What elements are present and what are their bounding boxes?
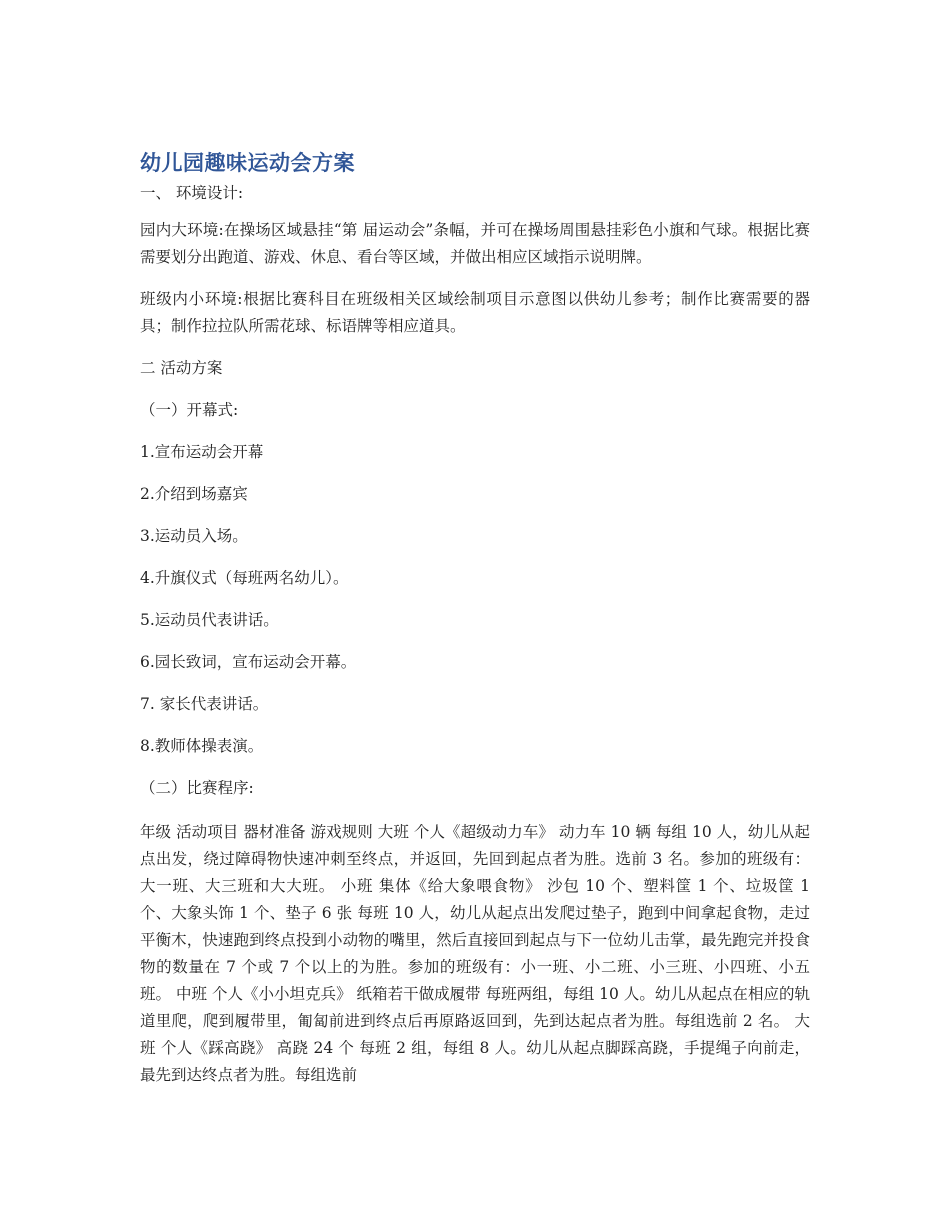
opening-list-item: 6.园长致词，宣布运动会开幕。 — [140, 653, 357, 671]
paragraph-outdoor-environment: 园内大环境:在操场区域悬挂“第 届运动会”条幅，并可在操场周围悬挂彩色小旗和气球。根据比赛需要划分出跑道、游戏、休息、看台等区域，并做出相应区域指示说明牌。 — [140, 221, 810, 266]
opening-list-item: 3.运动员入场。 — [140, 527, 248, 545]
section-heading-activity-plan: 二 活动方案 — [140, 359, 223, 377]
opening-list-item: 2.介绍到场嘉宾 — [140, 485, 248, 503]
subheading-opening-ceremony: （一）开幕式: — [140, 401, 239, 419]
subheading-competition-program: （二）比赛程序: — [140, 779, 254, 797]
document-title: 幼儿园趣味运动会方案 — [140, 151, 355, 175]
opening-list-item: 8.教师体操表演。 — [140, 737, 264, 755]
paragraph-classroom-environment: 班级内小环境:根据比赛科目在班级相关区域绘制项目示意图以供幼儿参考；制作比赛需要的器具；制作拉拉队所需花球、标语牌等相应道具。 — [140, 290, 810, 335]
opening-list-item: 7. 家长代表讲话。 — [140, 695, 269, 713]
opening-list-item: 5.运动员代表讲话。 — [140, 611, 279, 629]
paragraph-competition-program: 年级 活动项目 器材准备 游戏规则 大班 个人《超级动力车》 动力车 10 辆 每组 10 人，幼儿从起点出发，绕过障碍物快速冲刺至终点，并返回，先回到起点者为胜。选前 3 名。参加的班级有：大一班、大三班和大大班。 小班 集体《给大象喂食物》 沙包 10 个、塑料筐 1 个、垃圾筐 1 个、大象头饰 1 个、垫子 6 张 每班 10 人，幼儿从起点出发爬过垫子，跑到中间拿起食物，走过平衡木，快速跑到终点投到小动物的嘴里，然后直接回到起点与下一位幼儿击掌，最先跑完并投食物的数量在 7 个或 7 个以上的为胜。参加的班级有：小一班、小二班、小三班、小四班、小五班。 中班 个人《小小坦克兵》 纸箱若干做成履带 每班两组，每组 10 人。幼儿从起点在相应的轨道里爬，爬到履带里，匍匐前进到终点后再原路返回到，先到达起点者为胜。每组选前 2 名。 大班 个人《踩高跷》 高跷 24 个 每班 2 组，每组 8 人。幼儿从起点脚踩高跷，手提绳子向前走，最先到达终点者为胜。每组选前 — [140, 823, 810, 1084]
section-heading-environment: 一、 环境设计: — [140, 184, 244, 202]
opening-list-item: 1.宣布运动会开幕 — [140, 443, 264, 461]
document-page — [140, 148, 810, 1089]
opening-list-item: 4.升旗仪式（每班两名幼儿）。 — [140, 569, 349, 587]
